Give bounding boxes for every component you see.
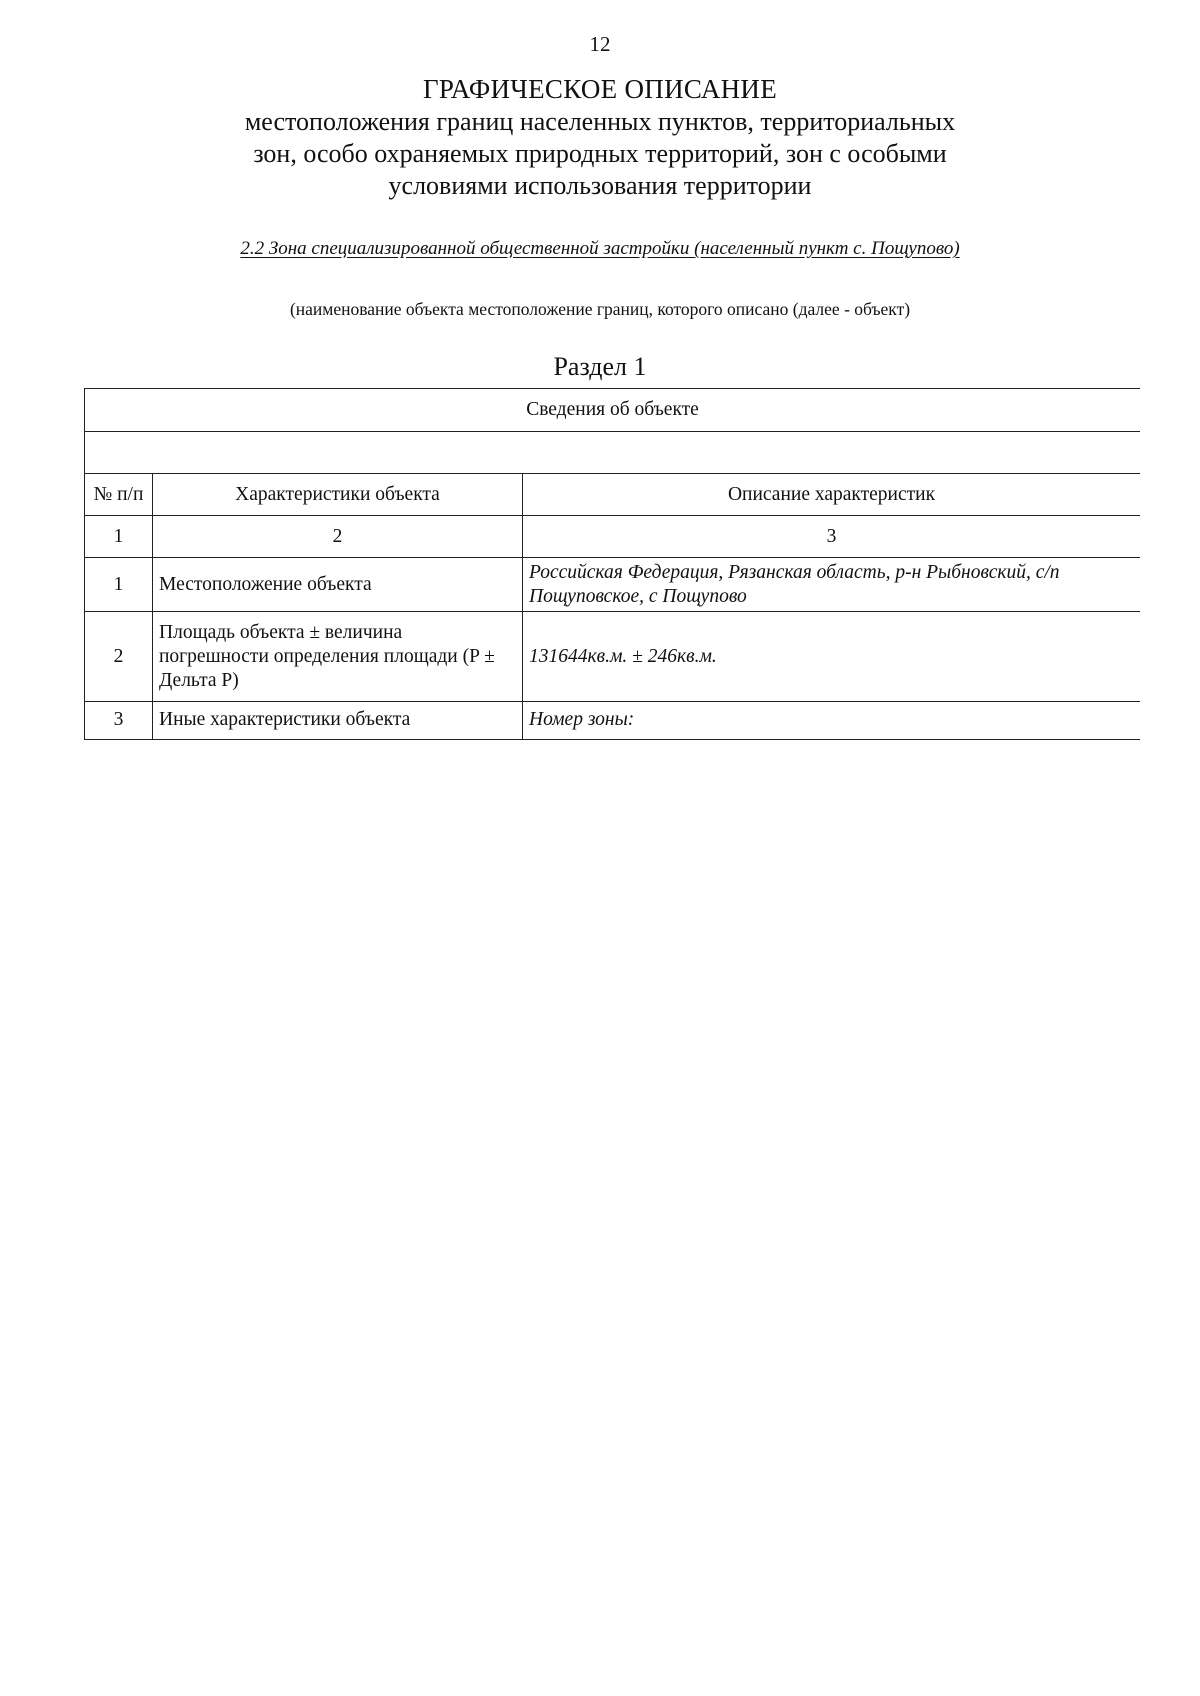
row-characteristic: Иные характеристики объекта [153,702,523,741]
document-title [0,74,1200,201]
title-line-3: условиями использования территории [388,171,812,200]
row-number: 2 [85,612,153,702]
row-number: 1 [85,558,153,612]
row-description: 131644кв.м. ± 246кв.м. [523,612,1141,702]
table-column-numbers [85,516,1141,558]
column-number-1: 1 [85,516,153,558]
row-description: Российская Федерация, Рязанская область, р-н Рыбновский, с/п Пощуповское, с Пощупово [523,558,1141,612]
table-header-row [85,389,1141,432]
object-info-table [84,388,1140,740]
column-header-description: Описание характеристик [523,474,1141,516]
row-characteristic: Площадь объекта ± величина погрешности определения площади (P ± Дельта P) [153,612,523,702]
table-column-headers [85,474,1141,516]
object-info-table-wrapper [84,388,1140,740]
table-empty-cell [85,432,1141,474]
column-number-2: 2 [153,516,523,558]
title-line-1: местоположения границ населенных пунктов, территориальных [244,107,956,136]
column-number-3: 3 [523,516,1141,558]
row-description: Номер зоны: [523,702,1141,741]
table-header: Сведения об объекте [85,389,1141,432]
object-name: 2.2 Зона специализированной общественной застройки (населенный пункт с. Пощупово) [240,238,960,259]
table-empty-row [85,432,1141,474]
object-caption: (наименование объекта местоположение границ, которого описано (далее - объект) [289,299,911,319]
row-number: 3 [85,702,153,741]
page-number: 12 [589,32,611,56]
table-row [85,702,1141,741]
table-row [85,558,1141,612]
title-line-2: зон, особо охраняемых природных территорий, зон с особыми [253,139,947,168]
section-title: Раздел 1 [553,352,647,381]
column-header-characteristic: Характеристики объекта [153,474,523,516]
row-characteristic: Местоположение объекта [153,558,523,612]
table-cut-line [84,739,1140,740]
title-main: ГРАФИЧЕСКОЕ ОПИСАНИЕ [422,74,778,104]
column-header-number: № п/п [85,474,153,516]
table-row [85,612,1141,702]
